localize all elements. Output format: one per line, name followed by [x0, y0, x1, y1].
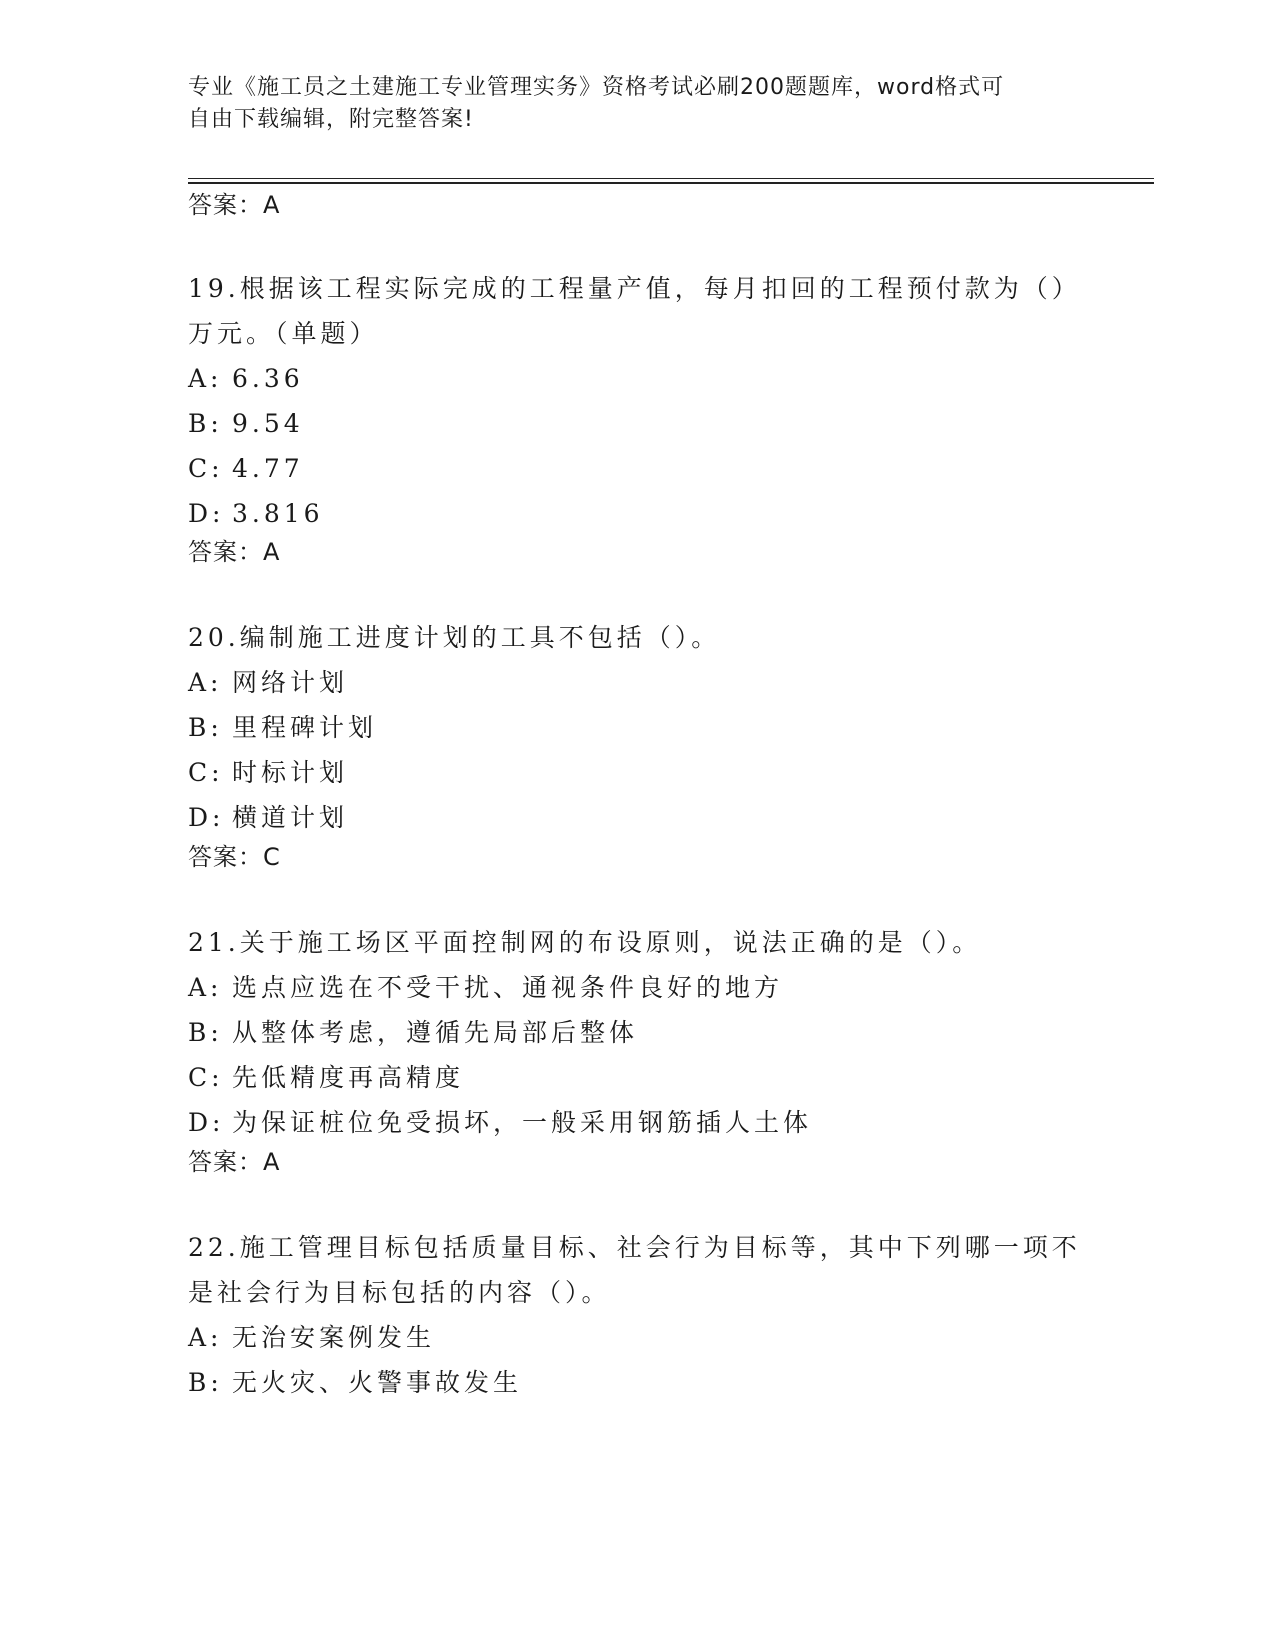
option-a	[188, 660, 1088, 705]
option-letter: C:	[188, 1063, 224, 1092]
question-text: 21.关于施工场区平面控制网的布设原则，说法正确的是（）。	[188, 928, 982, 957]
option-b	[188, 1010, 1088, 1055]
option-letter: B:	[188, 1018, 223, 1047]
option-text: 选点应选在不受干扰、通视条件良好的地方	[232, 973, 784, 1002]
option-letter: D:	[188, 1108, 225, 1137]
header-line-2: 自由下载编辑，附完整答案!	[188, 107, 474, 132]
answer-21: 答案：A	[188, 1148, 281, 1176]
option-text: 从整体考虑，遵循先局部后整体	[232, 1018, 639, 1047]
option-c	[188, 750, 1088, 795]
document-header	[188, 72, 1088, 136]
option-text: 无治安案例发生	[232, 1323, 436, 1352]
question-text: 19.根据该工程实际完成的工程量产值，每月扣回的工程预付款为（）万元。（单题）	[188, 274, 1081, 348]
answer-prev: 答案：A	[188, 191, 281, 219]
option-text: 4.77	[232, 454, 304, 483]
option-text: 6.36	[232, 364, 304, 393]
option-text: 横道计划	[232, 803, 349, 832]
option-letter: D:	[188, 803, 225, 832]
option-letter: C:	[188, 758, 224, 787]
header-rule-thin	[188, 178, 1154, 179]
option-text: 9.54	[232, 409, 304, 438]
option-letter: B:	[188, 713, 223, 742]
option-b	[188, 705, 1088, 750]
option-text: 时标计划	[232, 758, 349, 787]
option-letter: A:	[188, 668, 223, 697]
question-22	[188, 1225, 1088, 1405]
question-21	[188, 920, 1088, 1145]
answer-20: 答案：C	[188, 843, 281, 871]
header-line-1: 专业《施工员之土建施工专业管理实务》资格考试必刷200题题库，word格式可	[188, 75, 1005, 100]
option-letter: B:	[188, 409, 223, 438]
option-text: 3.816	[232, 499, 324, 528]
option-text: 里程碑计划	[232, 713, 378, 742]
option-a	[188, 1315, 1088, 1360]
option-c	[188, 1055, 1088, 1100]
header-rule-thick	[188, 182, 1154, 184]
option-b	[188, 401, 1088, 446]
option-a	[188, 356, 1088, 401]
option-letter: B:	[188, 1368, 223, 1397]
option-letter: A:	[188, 364, 223, 393]
option-d	[188, 491, 1088, 536]
option-text: 先低精度再高精度	[232, 1063, 465, 1092]
option-letter: D:	[188, 499, 225, 528]
option-letter: A:	[188, 1323, 223, 1352]
option-b	[188, 1360, 1088, 1405]
option-text: 无火灾、火警事故发生	[232, 1368, 523, 1397]
question-20	[188, 615, 1088, 840]
question-text: 22.施工管理目标包括质量目标、社会行为目标等，其中下列哪一项不是社会行为目标包括的内容（）。	[188, 1233, 1081, 1307]
option-text: 为保证桩位免受损坏，一般采用钢筋插人土体	[232, 1108, 813, 1137]
option-d	[188, 795, 1088, 840]
option-letter: A:	[188, 973, 223, 1002]
option-c	[188, 446, 1088, 491]
answer-19: 答案：A	[188, 538, 281, 566]
option-text: 网络计划	[232, 668, 349, 697]
option-a	[188, 965, 1088, 1010]
option-d	[188, 1100, 1088, 1145]
question-19	[188, 266, 1088, 536]
option-letter: C:	[188, 454, 224, 483]
question-text: 20.编制施工进度计划的工具不包括（）。	[188, 623, 721, 652]
